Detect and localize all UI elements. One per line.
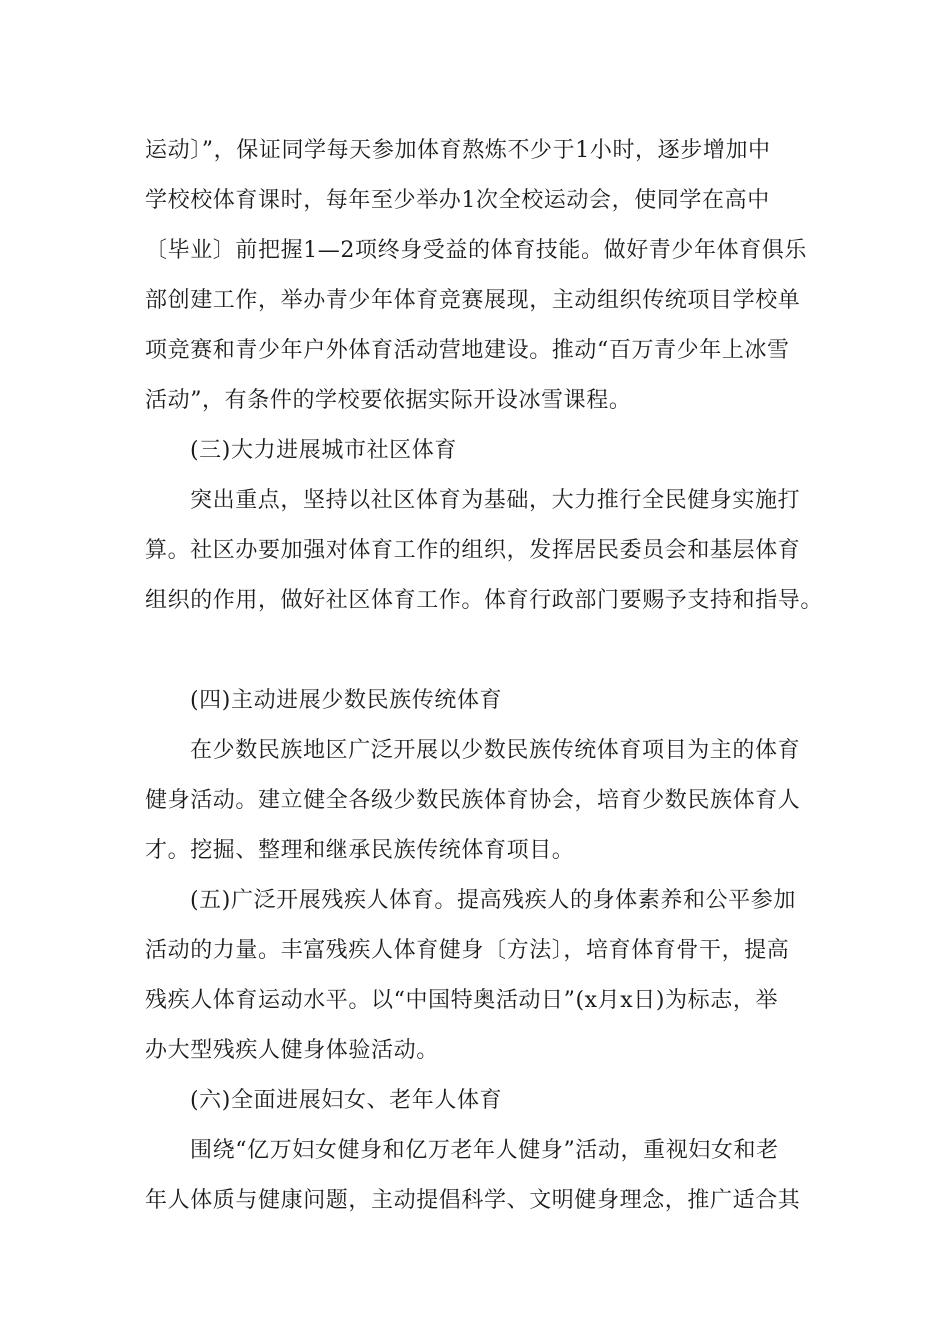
paragraph-line: 算。社区办要加强对体育工作的组织，发挥居民委员会和基层体育 xyxy=(145,538,801,563)
section-heading-6: (六)全面进展妇女、老年人体育 xyxy=(190,1088,503,1113)
paragraph-line: 办大型残疾人健身体验活动。 xyxy=(145,1038,439,1063)
paragraph-line: 学校校体育课时，每年至少举办1次全校运动会，使同学在高中 xyxy=(145,188,770,213)
paragraph-line: 部创建工作，举办青少年体育竞赛展现，主动组织传统项目学校单 xyxy=(145,288,801,313)
paragraph-line: 在少数民族地区广泛开展以少数民族传统体育项目为主的体育 xyxy=(190,738,801,763)
paragraph-line: 组织的作用，做好社区体育工作。体育行政部门要赐予支持和指导。 xyxy=(145,588,824,613)
paragraph-line: 活动的力量。丰富残疾人体育健身〔方法〕，培育体育骨干，提高 xyxy=(145,938,790,963)
paragraph-line: 残疾人体育运动水平。以“中国特奥活动日”(x月x日)为标志，举 xyxy=(145,988,779,1013)
paragraph-line: 围绕“亿万妇女健身和亿万老年人健身”活动，重视妇女和老 xyxy=(190,1138,779,1163)
paragraph-line: 活动”，有条件的学校要依据实际开设冰雪课程。 xyxy=(145,388,632,413)
paragraph-line: 〔毕业〕前把握1—2项终身受益的体育技能。做好青少年体育俱乐 xyxy=(145,238,807,263)
paragraph-line: 项竞赛和青少年户外体育活动营地建设。推动“百万青少年上冰雪 xyxy=(145,338,790,363)
section-heading-3: (三)大力进展城市社区体育 xyxy=(190,438,457,463)
section-heading-5: (五)广泛开展残疾人体育。提高残疾人的身体素养和公平参加 xyxy=(190,888,796,913)
paragraph-line: 运动〕”，保证同学每天参加体育熬炼不少于1小时，逐步增加中 xyxy=(145,138,771,163)
paragraph-line: 健身活动。建立健全各级少数民族体育协会，培育少数民族体育人 xyxy=(145,788,801,813)
paragraph-line: 突出重点，坚持以社区体育为基础，大力推行全民健身实施打 xyxy=(190,488,801,513)
paragraph-line: 才。挖掘、整理和继承民族传统体育项目。 xyxy=(145,838,575,863)
paragraph-line: 年人体质与健康问题，主动提倡科学、文明健身理念，推广适合其 xyxy=(145,1188,801,1213)
section-heading-4: (四)主动进展少数民族传统体育 xyxy=(190,688,503,713)
